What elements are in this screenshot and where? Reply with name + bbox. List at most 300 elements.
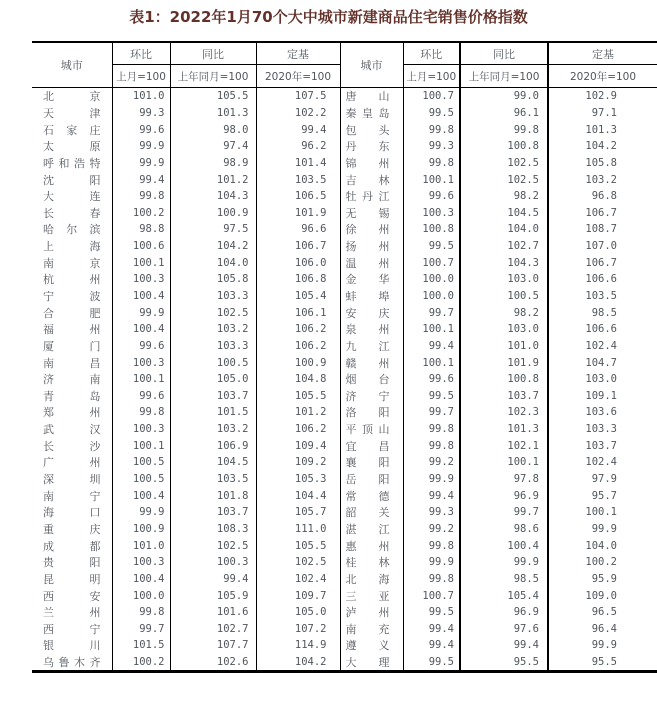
fixed-value-right: 101.3: [585, 123, 617, 136]
mom-value-right: 99.5: [403, 105, 460, 122]
yoy-value-left: 101.3: [170, 105, 256, 122]
yoy-value-left: 106.9: [170, 437, 256, 454]
mom-value-right: 99.8: [403, 537, 460, 554]
mom-value-right: 100.7: [403, 587, 460, 604]
yoy-value-right: 96.1: [460, 105, 548, 122]
fixed-value-right: 104.0: [585, 539, 617, 552]
yoy-value-right: 97.6: [460, 621, 548, 638]
table-row: [32, 404, 657, 421]
city-cell-left: 北 京: [32, 88, 112, 105]
mom-value-left: 99.7: [112, 621, 170, 638]
mom-value-left: 100.4: [112, 288, 170, 305]
yoy-value-right: 103.7: [460, 388, 548, 405]
fixed-value-right: 105.8: [585, 156, 617, 169]
mom-value-right: 99.2: [403, 454, 460, 471]
city-cell-right: 北 海: [340, 571, 403, 588]
mom-value-left: 99.3: [112, 105, 170, 122]
fixed-value-left: 102.5: [256, 554, 340, 571]
city-cell-left: 大 连: [32, 188, 112, 205]
mom-value-right: 99.4: [403, 338, 460, 355]
yoy-value-left: 103.2: [170, 421, 256, 438]
mom-value-right: 99.6: [403, 371, 460, 388]
mom-value-right: 99.5: [403, 604, 460, 621]
table-row: [32, 338, 657, 355]
fixed-value-right: 95.7: [591, 489, 617, 502]
mom-value-right: 100.8: [403, 221, 460, 238]
fixed-value-right: 97.1: [591, 106, 617, 119]
fixed-value-right: 96.4: [591, 622, 617, 635]
yoy-value-left: 103.3: [170, 288, 256, 305]
yoy-value-right: 98.5: [460, 571, 548, 588]
city-cell-left: 哈 尔 滨: [32, 221, 112, 238]
fixed-value-left: 106.1: [256, 304, 340, 321]
city-cell-left: 宁 波: [32, 288, 112, 305]
mom-value-right: 99.6: [403, 188, 460, 205]
table-row: [32, 654, 657, 672]
table-row: [32, 204, 657, 221]
yoy-value-right: 101.3: [460, 421, 548, 438]
city-cell-right: 襄 阳: [340, 454, 403, 471]
mom-value-right: 99.8: [403, 437, 460, 454]
fixed-value-right: 109.0: [585, 589, 617, 602]
table-row: [32, 171, 657, 188]
city-cell-left: 杭 州: [32, 271, 112, 288]
yoy-value-right: 102.7: [460, 238, 548, 255]
city-cell-right: 安 庆: [340, 304, 403, 321]
table-row: [32, 288, 657, 305]
fixed-value-left: 109.4: [256, 437, 340, 454]
yoy-value-left: 97.5: [170, 221, 256, 238]
yoy-value-left: 104.5: [170, 454, 256, 471]
mom-value-right: 100.1: [403, 354, 460, 371]
city-cell-left: 郑 州: [32, 404, 112, 421]
city-cell-right: 吉 林: [340, 171, 403, 188]
fixed-value-right: 98.5: [591, 306, 617, 319]
table-row: [32, 471, 657, 488]
mom-value-left: 100.2: [112, 204, 170, 221]
fixed-value-right: 100.1: [585, 506, 617, 519]
city-cell-left: 石 家 庄: [32, 121, 112, 138]
mom-value-right: 99.4: [403, 487, 460, 504]
city-cell-left: 广 州: [32, 454, 112, 471]
yoy-value-right: 99.9: [460, 554, 548, 571]
fixed-value-left: 105.0: [256, 604, 340, 621]
fixed-value-right: 102.4: [585, 456, 617, 469]
mom-value-left: 99.6: [112, 338, 170, 355]
yoy-value-right: 102.5: [460, 155, 548, 172]
city-cell-right: 丹 东: [340, 138, 403, 155]
yoy-value-left: 101.2: [170, 171, 256, 188]
fixed-value-left: 106.2: [256, 338, 340, 355]
fixed-value-left: 109.2: [256, 454, 340, 471]
mom-value-left: 101.0: [112, 537, 170, 554]
subheader-fixed-right: 2020年=100: [548, 65, 657, 88]
fixed-value-left: 105.7: [256, 504, 340, 521]
yoy-value-right: 104.5: [460, 204, 548, 221]
fixed-value-left: 111.0: [256, 521, 340, 538]
table-row: [32, 138, 657, 155]
city-cell-right: 大 理: [340, 654, 403, 672]
table-row: [32, 188, 657, 205]
city-cell-right: 扬 州: [340, 238, 403, 255]
header-city-right: 城市: [340, 42, 403, 88]
fixed-value-right: 103.7: [585, 439, 617, 452]
mom-value-left: 99.6: [112, 388, 170, 405]
mom-value-right: 99.5: [403, 654, 460, 672]
table-row: [32, 537, 657, 554]
city-cell-left: 厦 门: [32, 338, 112, 355]
fixed-value-right: 109.1: [585, 389, 617, 402]
mom-value-left: 101.5: [112, 637, 170, 654]
yoy-value-right: 102.5: [460, 171, 548, 188]
yoy-value-left: 100.3: [170, 554, 256, 571]
mom-value-right: 99.8: [403, 421, 460, 438]
table-row: [32, 388, 657, 405]
table-row: [32, 437, 657, 454]
yoy-value-right: 98.6: [460, 521, 548, 538]
price-index-table: [32, 41, 657, 673]
fixed-value-right: 106.6: [585, 323, 617, 336]
city-cell-left: 西 宁: [32, 621, 112, 638]
city-cell-left: 武 汉: [32, 421, 112, 438]
city-cell-right: 南 充: [340, 621, 403, 638]
city-cell-left: 西 安: [32, 587, 112, 604]
fixed-value-left: 102.4: [256, 571, 340, 588]
fixed-value-left: 104.4: [256, 487, 340, 504]
city-cell-right: 洛 阳: [340, 404, 403, 421]
mom-value-right: 99.8: [403, 155, 460, 172]
mom-value-left: 100.6: [112, 238, 170, 255]
city-cell-right: 三 亚: [340, 587, 403, 604]
fixed-value-right: 102.9: [585, 90, 617, 103]
table-row: [32, 571, 657, 588]
header-row-main: [32, 42, 657, 65]
mom-value-left: 99.4: [112, 171, 170, 188]
mom-value-right: 100.1: [403, 321, 460, 338]
yoy-value-right: 101.9: [460, 354, 548, 371]
city-cell-left: 重 庆: [32, 521, 112, 538]
mom-value-left: 100.5: [112, 471, 170, 488]
mom-value-left: 100.3: [112, 554, 170, 571]
mom-value-left: 100.3: [112, 421, 170, 438]
yoy-value-left: 105.8: [170, 271, 256, 288]
city-cell-right: 泸 州: [340, 604, 403, 621]
yoy-value-left: 103.7: [170, 388, 256, 405]
fixed-value-right: 100.2: [585, 556, 617, 569]
city-cell-left: 南 京: [32, 254, 112, 271]
yoy-value-right: 98.2: [460, 188, 548, 205]
table-row: [32, 105, 657, 122]
city-cell-left: 长 春: [32, 204, 112, 221]
mom-value-left: 100.4: [112, 571, 170, 588]
fixed-value-left: 105.5: [256, 537, 340, 554]
table-row: [32, 504, 657, 521]
mom-value-right: 100.0: [403, 271, 460, 288]
table-row: [32, 454, 657, 471]
fixed-value-right: 103.6: [585, 406, 617, 419]
city-cell-left: 济 南: [32, 371, 112, 388]
city-cell-right: 遵 义: [340, 637, 403, 654]
fixed-value-left: 104.8: [256, 371, 340, 388]
fixed-value-left: 106.8: [256, 271, 340, 288]
fixed-value-right: 104.2: [585, 140, 617, 153]
city-cell-right: 韶 关: [340, 504, 403, 521]
city-cell-left: 成 都: [32, 537, 112, 554]
fixed-value-left: 106.2: [256, 321, 340, 338]
city-cell-left: 长 沙: [32, 437, 112, 454]
city-cell-left: 呼 和 浩 特: [32, 155, 112, 172]
yoy-value-left: 101.8: [170, 487, 256, 504]
mom-value-right: 100.7: [403, 88, 460, 105]
city-cell-left: 兰 州: [32, 604, 112, 621]
city-cell-right: 秦 皇 岛: [340, 105, 403, 122]
header-yoy-left: 同比: [170, 42, 256, 65]
fixed-value-right: 103.2: [585, 173, 617, 186]
city-cell-right: 烟 台: [340, 371, 403, 388]
fixed-value-left: 101.9: [256, 204, 340, 221]
mom-value-right: 99.9: [403, 471, 460, 488]
fixed-value-right: 106.6: [585, 273, 617, 286]
mom-value-right: 99.4: [403, 637, 460, 654]
fixed-value-left: 96.2: [256, 138, 340, 155]
yoy-value-right: 104.0: [460, 221, 548, 238]
yoy-value-right: 99.4: [460, 637, 548, 654]
fixed-value-left: 102.2: [256, 105, 340, 122]
yoy-value-left: 102.6: [170, 654, 256, 672]
fixed-value-right: 103.3: [585, 423, 617, 436]
mom-value-left: 100.3: [112, 354, 170, 371]
subheader-fixed-left: 2020年=100: [256, 65, 340, 88]
yoy-value-left: 100.5: [170, 354, 256, 371]
city-cell-left: 深 圳: [32, 471, 112, 488]
fixed-value-right: 99.9: [591, 639, 617, 652]
mom-value-left: 99.9: [112, 138, 170, 155]
fixed-value-left: 101.2: [256, 404, 340, 421]
city-cell-right: 宜 昌: [340, 437, 403, 454]
city-cell-right: 蚌 埠: [340, 288, 403, 305]
mom-value-left: 100.2: [112, 654, 170, 672]
header-fixed-left: 定基: [256, 42, 340, 65]
city-cell-left: 贵 阳: [32, 554, 112, 571]
fixed-value-right: 103.5: [585, 290, 617, 302]
yoy-value-right: 100.8: [460, 371, 548, 388]
subheader-yoy-right: 上年同月=100: [460, 65, 548, 88]
mom-value-left: 99.6: [112, 121, 170, 138]
yoy-value-right: 99.8: [460, 121, 548, 138]
fixed-value-right: 103.0: [585, 373, 617, 386]
table-row: [32, 221, 657, 238]
table-row: [32, 521, 657, 538]
yoy-value-left: 103.2: [170, 321, 256, 338]
mom-value-left: 100.0: [112, 587, 170, 604]
fixed-value-right: 107.0: [585, 240, 617, 253]
city-cell-right: 唐 山: [340, 88, 403, 105]
yoy-value-left: 99.4: [170, 571, 256, 588]
yoy-value-right: 102.3: [460, 404, 548, 421]
fixed-value-left: 105.4: [256, 288, 340, 305]
header-mom-left: 环比: [112, 42, 170, 65]
mom-value-right: 99.7: [403, 404, 460, 421]
city-cell-right: 包 头: [340, 121, 403, 138]
mom-value-left: 100.3: [112, 271, 170, 288]
yoy-value-left: 102.7: [170, 621, 256, 638]
fixed-value-left: 106.5: [256, 188, 340, 205]
subheader-mom-right: 上月=100: [403, 65, 460, 88]
city-cell-right: 泉 州: [340, 321, 403, 338]
mom-value-left: 101.0: [112, 88, 170, 105]
fixed-value-left: 114.9: [256, 637, 340, 654]
fixed-value-right: 96.5: [591, 606, 617, 619]
city-cell-right: 赣 州: [340, 354, 403, 371]
mom-value-right: 100.1: [403, 171, 460, 188]
fixed-value-left: 100.9: [256, 354, 340, 371]
city-cell-right: 九 江: [340, 338, 403, 355]
city-cell-right: 桂 林: [340, 554, 403, 571]
yoy-value-left: 107.7: [170, 637, 256, 654]
yoy-value-left: 97.4: [170, 138, 256, 155]
yoy-value-left: 105.9: [170, 587, 256, 604]
mom-value-left: 99.9: [112, 155, 170, 172]
header-city-left: 城市: [32, 42, 112, 88]
fixed-value-left: 107.5: [256, 88, 340, 105]
yoy-value-left: 104.3: [170, 188, 256, 205]
mom-value-right: 99.3: [403, 504, 460, 521]
fixed-value-left: 104.2: [256, 654, 340, 672]
mom-value-right: 99.2: [403, 521, 460, 538]
table-row: [32, 271, 657, 288]
yoy-value-left: 103.3: [170, 338, 256, 355]
mom-value-right: 100.0: [403, 288, 460, 305]
city-cell-left: 海 口: [32, 504, 112, 521]
city-cell-right: 徐 州: [340, 221, 403, 238]
city-cell-left: 沈 阳: [32, 171, 112, 188]
mom-value-left: 99.9: [112, 504, 170, 521]
mom-value-left: 100.1: [112, 254, 170, 271]
table-row: [32, 254, 657, 271]
yoy-value-left: 98.0: [170, 121, 256, 138]
fixed-value-right: 95.5: [591, 656, 617, 669]
city-cell-right: 牡 丹 江: [340, 188, 403, 205]
yoy-value-left: 105.5: [170, 88, 256, 105]
yoy-value-right: 100.4: [460, 537, 548, 554]
fixed-value-right: 106.7: [585, 206, 617, 219]
mom-value-left: 100.4: [112, 487, 170, 504]
table-row: [32, 587, 657, 604]
yoy-value-right: 97.8: [460, 471, 548, 488]
mom-value-left: 100.5: [112, 454, 170, 471]
mom-value-right: 100.7: [403, 254, 460, 271]
city-cell-right: 常 德: [340, 487, 403, 504]
yoy-value-right: 100.1: [460, 454, 548, 471]
city-cell-left: 南 昌: [32, 354, 112, 371]
table-row: [32, 304, 657, 321]
mom-value-left: 99.8: [112, 404, 170, 421]
header-mom-right: 环比: [403, 42, 460, 65]
yoy-value-left: 104.0: [170, 254, 256, 271]
yoy-value-right: 105.4: [460, 587, 548, 604]
yoy-value-left: 102.5: [170, 304, 256, 321]
city-cell-left: 乌 鲁 木 齐: [32, 654, 112, 672]
yoy-value-left: 98.9: [170, 155, 256, 172]
city-cell-right: 平 顶 山: [340, 421, 403, 438]
yoy-value-right: 100.8: [460, 138, 548, 155]
yoy-value-left: 108.3: [170, 521, 256, 538]
subheader-mom-left: 上月=100: [112, 65, 170, 88]
yoy-value-left: 101.5: [170, 404, 256, 421]
table-row: [32, 321, 657, 338]
mom-value-left: 98.8: [112, 221, 170, 238]
city-cell-right: 无 锡: [340, 204, 403, 221]
fixed-value-right: 97.9: [591, 473, 617, 486]
fixed-value-right: 104.7: [585, 356, 617, 369]
yoy-value-right: 100.5: [460, 288, 548, 305]
yoy-value-right: 99.0: [460, 88, 548, 105]
mom-value-left: 100.1: [112, 371, 170, 388]
mom-value-right: 99.8: [403, 571, 460, 588]
table-row: [32, 604, 657, 621]
city-cell-left: 昆 明: [32, 571, 112, 588]
fixed-value-left: 101.4: [256, 155, 340, 172]
yoy-value-left: 100.9: [170, 204, 256, 221]
fixed-value-left: 109.7: [256, 587, 340, 604]
mom-value-left: 100.4: [112, 321, 170, 338]
city-cell-right: 锦 州: [340, 155, 403, 172]
mom-value-right: 99.5: [403, 238, 460, 255]
mom-value-right: 99.4: [403, 621, 460, 638]
yoy-value-right: 104.3: [460, 254, 548, 271]
table-body: [32, 88, 657, 672]
city-cell-left: 青 岛: [32, 388, 112, 405]
yoy-value-left: 101.6: [170, 604, 256, 621]
city-cell-right: 温 州: [340, 254, 403, 271]
mom-value-right: 99.5: [403, 388, 460, 405]
city-cell-left: 太 原: [32, 138, 112, 155]
yoy-value-right: 101.0: [460, 338, 548, 355]
city-cell-right: 济 宁: [340, 388, 403, 405]
yoy-value-right: 99.7: [460, 504, 548, 521]
fixed-value-left: 99.4: [256, 121, 340, 138]
city-cell-left: 福 州: [32, 321, 112, 338]
city-cell-left: 上 海: [32, 238, 112, 255]
table-row: [32, 371, 657, 388]
yoy-value-right: 95.5: [460, 654, 548, 672]
table-row: [32, 554, 657, 571]
table-row: [32, 238, 657, 255]
city-cell-right: 金 华: [340, 271, 403, 288]
table-row: [32, 487, 657, 504]
yoy-value-left: 102.5: [170, 537, 256, 554]
fixed-value-right: 106.7: [585, 256, 617, 269]
fixed-value-right: 108.7: [585, 223, 617, 236]
fixed-value-left: 105.3: [256, 471, 340, 488]
yoy-value-right: 103.0: [460, 271, 548, 288]
fixed-value-right: 99.9: [591, 522, 617, 535]
yoy-value-right: 96.9: [460, 604, 548, 621]
subheader-yoy-left: 上年同月=100: [170, 65, 256, 88]
fixed-value-left: 106.0: [256, 254, 340, 271]
yoy-value-left: 103.5: [170, 471, 256, 488]
table-row: [32, 121, 657, 138]
mom-value-left: 100.9: [112, 521, 170, 538]
table-row: [32, 421, 657, 438]
yoy-value-right: 96.9: [460, 487, 548, 504]
city-cell-left: 天 津: [32, 105, 112, 122]
mom-value-left: 99.8: [112, 188, 170, 205]
fixed-value-left: 96.6: [256, 221, 340, 238]
yoy-value-right: 103.0: [460, 321, 548, 338]
city-cell-left: 合 肥: [32, 304, 112, 321]
fixed-value-left: 103.5: [256, 171, 340, 188]
